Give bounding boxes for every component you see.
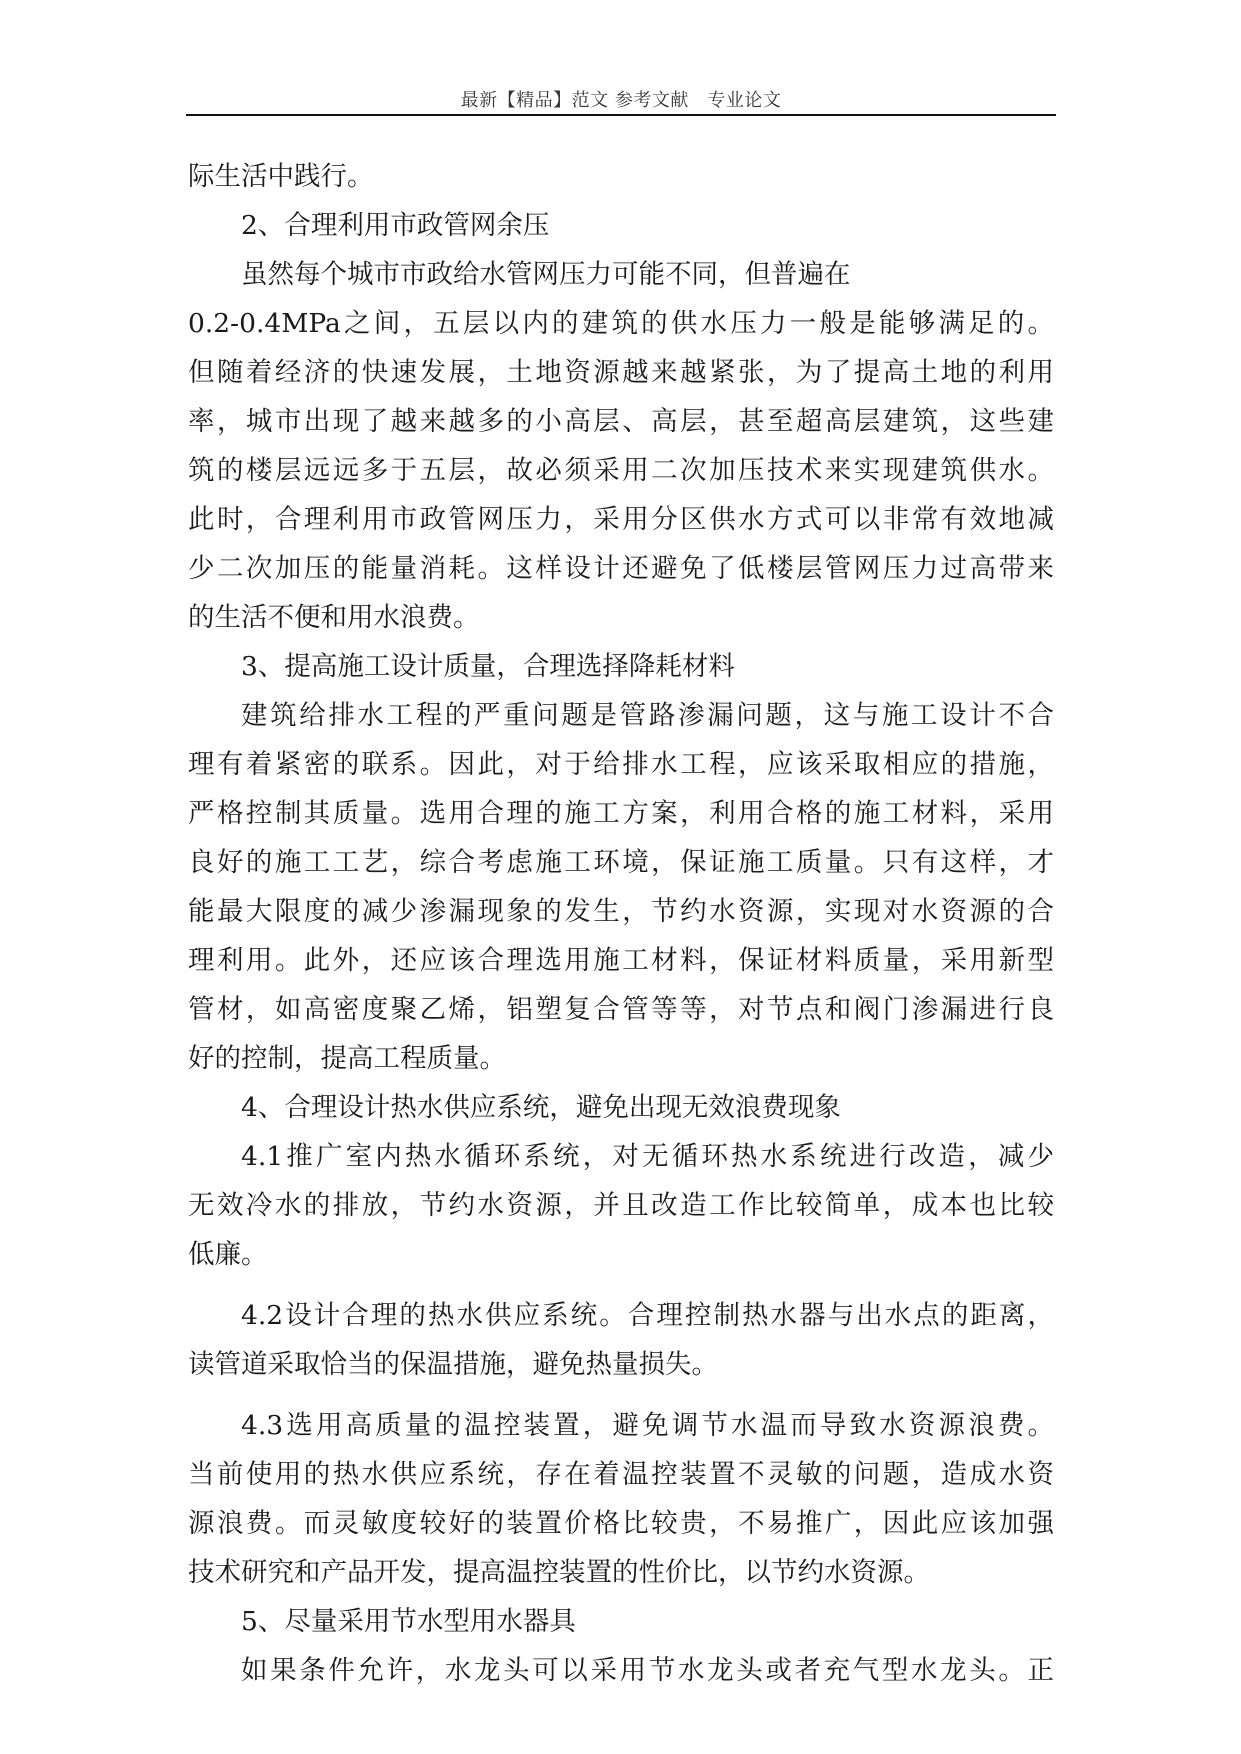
text-line: 当前使用的热水供应系统，存在着温控装置不灵敏的问题，造成水资 — [188, 1459, 1054, 1490]
text-line: 严格控制其质量。选用合理的施工方案，利用合格的施工材料，采用 — [188, 798, 1054, 829]
text-line: 但随着经济的快速发展，土地资源越来越紧张，为了提高土地的利用 — [188, 357, 1054, 388]
text-line: 读管道采取恰当的保温措施，避免热量损失。 — [188, 1349, 718, 1380]
text-line: 理利用。此外，还应该合理选用施工材料，保证材料质量，采用新型 — [188, 945, 1054, 976]
page-header: 最新【精品】范文 参考文献 专业论文 — [460, 90, 782, 111]
text-line: 2、合理利用市政管网余压 — [241, 210, 550, 241]
text-line: 好的控制，提高工程质量。 — [188, 1043, 506, 1074]
text-line: 技术研究和产品开发，提高温控装置的性价比，以节约水资源。 — [188, 1557, 930, 1588]
text-line: 率，城市出现了越来越多的小高层、高层，甚至超高层建筑，这些建 — [188, 406, 1054, 437]
text-line: 0.2-0.4MPa之间，五层以内的建筑的供水压力一般是能够满足的。 — [188, 308, 1054, 339]
text-line: 无效冷水的排放，节约水资源，并且改造工作比较简单，成本也比较 — [188, 1190, 1054, 1221]
text-line: 管材，如高密度聚乙烯，铝塑复合管等等，对节点和阀门渗漏进行良 — [188, 994, 1054, 1025]
text-line: 4、合理设计热水供应系统，避免出现无效浪费现象 — [241, 1092, 841, 1123]
text-line: 源浪费。而灵敏度较好的装置价格比较贵，不易推广，因此应该加强 — [188, 1508, 1054, 1539]
text-line: 如果条件允许，水龙头可以采用节水龙头或者充气型水龙头。正 — [241, 1655, 1054, 1686]
text-line: 际生活中践行。 — [188, 161, 374, 192]
text-line: 建筑给排水工程的严重问题是管路渗漏问题，这与施工设计不合 — [241, 700, 1054, 731]
text-line: 良好的施工工艺，综合考虑施工环境，保证施工质量。只有这样，才 — [188, 847, 1054, 878]
text-line: 3、提高施工设计质量，合理选择降耗材料 — [241, 651, 735, 682]
text-line: 能最大限度的减少渗漏现象的发生，节约水资源，实现对水资源的合 — [188, 896, 1054, 927]
body-text — [188, 152, 1054, 1695]
text-line: 理有着紧密的联系。因此，对于给排水工程，应该采取相应的措施， — [188, 749, 1054, 780]
text-line: 低廉。 — [188, 1239, 268, 1270]
text-line: 5、尽量采用节水型用水器具 — [241, 1606, 576, 1637]
text-line: 此时，合理利用市政管网压力，采用分区供水方式可以非常有效地减 — [188, 504, 1054, 535]
header-divider — [186, 114, 1056, 116]
text-line: 4.2设计合理的热水供应系统。合理控制热水器与出水点的距离， — [241, 1300, 1054, 1331]
text-line: 虽然每个城市市政给水管网压力可能不同，但普遍在 — [241, 259, 851, 290]
text-line: 的生活不便和用水浪费。 — [188, 602, 480, 633]
text-line: 筑的楼层远远多于五层，故必须采用二次加压技术来实现建筑供水。 — [188, 455, 1054, 486]
text-line: 4.3选用高质量的温控装置，避免调节水温而导致水资源浪费。 — [241, 1410, 1054, 1441]
text-line: 4.1推广室内热水循环系统，对无循环热水系统进行改造，减少 — [241, 1141, 1054, 1172]
text-line: 少二次加压的能量消耗。这样设计还避免了低楼层管网压力过高带来 — [188, 553, 1054, 584]
